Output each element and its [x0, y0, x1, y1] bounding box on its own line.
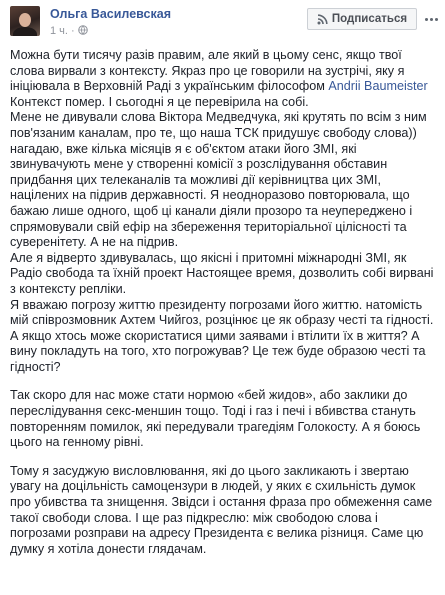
post-text-context: Контекст помер. І сьогодні я це перевірила на собі.: [10, 94, 309, 109]
author-name[interactable]: Ольга Василевская: [50, 7, 171, 21]
post-text-intro: Можна бути тисячу разів правим, але який в цьому сенс, якщо твої слова вирвали з контексту. Якраз про це говорили на зустрічі, яку я ініціювала в Верховній Раді з українським філософом: [10, 48, 405, 94]
post-text-threat: Я вважаю погрозу життю президенту погрозами його життю. натомість мій співрозмовник Ахтем Чийгоз, розцінює це як образу честі та гідності. А якщо хтось може скористатися цими заявами і втілити їх в життя? А вину покладуть на того, хто погрожував? Це теж буде образою честі та гідності?: [10, 297, 434, 374]
subscribe-button[interactable]: [307, 8, 417, 30]
post-paragraph-2: Так скоро для нас може стати нормою «бей жидов», або заклики до переслідування секс-меншин тощо. Тоді і газ і печі і вбивства стануть повторенням помилок, які передували трагедіям Голокосту. А я боюсь цього на генному рівні.: [10, 388, 421, 450]
post-paragraph-1: [10, 48, 439, 375]
mention-link[interactable]: Andrii Baumeister: [328, 79, 428, 94]
more-dots-icon[interactable]: [423, 11, 439, 27]
rss-icon: [317, 14, 328, 25]
post-meta: [50, 25, 88, 37]
post-header: [0, 0, 445, 44]
post-body: [10, 48, 439, 557]
subscribe-label: Подписаться: [331, 13, 408, 25]
avatar-face: [19, 13, 31, 27]
post-paragraph-3: Тому я засуджую висловлювання, які до цього закликають і звертаю увагу на доцільність самоцензури в людей, у яких є схильність думок про убивства та знищення. Звідси і остання фраза про обмеження саме такої свободи слова. І ще раз підкреслю: між свободою слова і погрозами розправи на адресу Президента є велика різниця. Саме цю думку я хотіла донести глядачам.: [10, 463, 433, 556]
author-avatar[interactable]: [10, 6, 40, 36]
post-time[interactable]: 1 ч.: [50, 25, 68, 37]
post-text-medvedchuk: Мене не дивували слова Віктора Медведчука, які крутять по всім з ним пов'язаним каналам, про те, що наша ТСК придушує свободу слова)) нагадаю, вже кілька місяців я є об'єктом атаки його ЗМІ, які звинувачують мене у створенні комісії з розслідування обставин придбання цих телеканалів та можливі дії керівництва цих ЗМІ, націлених на підрив державності. Я неодноразово повторювала, що бажаю лише одного, щоб ці канали діяли прозоро та неупереджено і спрямовували свій ефір на збереження територіальної цілісності та суверенітету. А не на підрив.: [10, 110, 427, 250]
globe-icon[interactable]: [78, 25, 88, 35]
avatar-shoulders: [13, 27, 37, 36]
post-text-radio-svoboda: Але я відверто здивувалась, що якісні і притомні міжнародні ЗМІ, як Радіо свобода та їхній проект Настоящее время, дозволить собі вирвані з контексту репліки.: [10, 250, 434, 296]
meta-separator: ·: [70, 25, 75, 37]
